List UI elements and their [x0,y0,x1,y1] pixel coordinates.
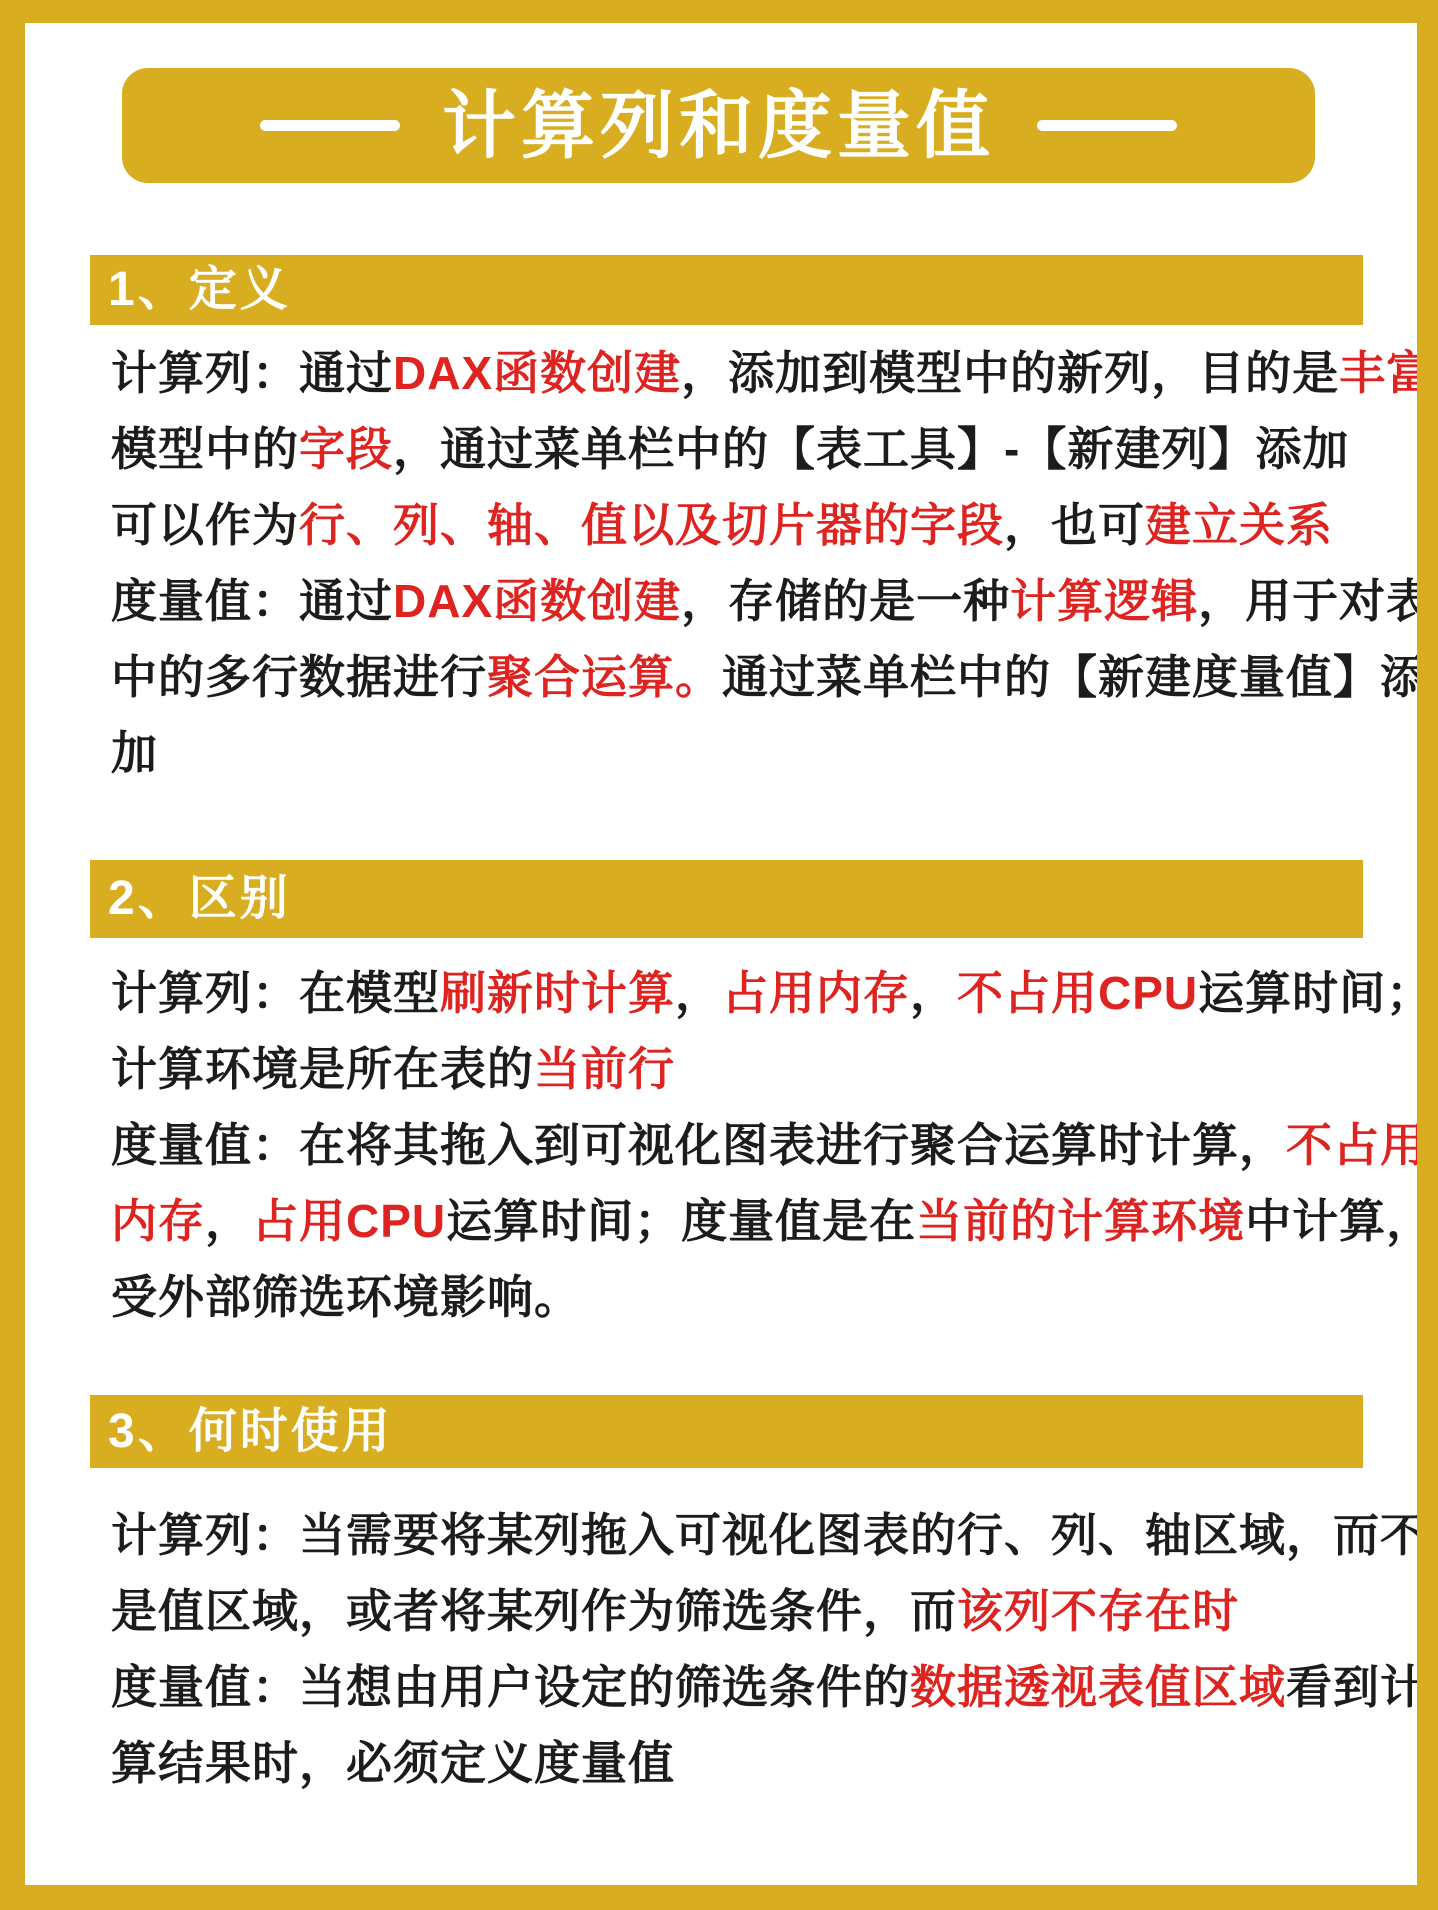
text-run: ，通过菜单栏中的【表工具】-【新建列】添加 [393,423,1350,475]
text-run: 运算时间；度量值是在 [446,1195,917,1247]
body-line [111,1649,1427,1725]
section-heading-bar [90,860,1363,938]
text-run: 计算列：通过 [111,347,393,399]
highlight-run: 字段 [299,423,393,475]
highlight-run: 数据透视表值区域 [910,1661,1286,1713]
title-banner [122,68,1315,183]
body-line [111,1259,1411,1335]
text-run: 中计算， [1245,1195,1434,1247]
title-dash-right [1037,120,1177,131]
section-body [111,1497,1427,1801]
highlight-run: 当前的计算环境 [916,1195,1246,1247]
text-run: ，存储的是一种 [681,575,1011,627]
text-run: ，也可 [1004,499,1145,551]
text-run: 模型中的 [111,423,299,475]
text-run: 是值区域，或者将某列作为筛选条件，而 [111,1585,957,1637]
section-body [111,955,1434,1335]
text-run: 受外部筛选环境影响。 [111,1271,581,1323]
highlight-run: 聚合运算。 [487,651,722,703]
text-run: 计算列：当需要将某列拖入可视化图表的行、列、轴区域，而不 [111,1509,1427,1561]
highlight-run: 行、列、轴、值以及切片器的字段 [299,499,1004,551]
text-run: 运算时间； [1198,967,1434,1019]
text-run: 通过菜单栏中的【新建度量值】添 [722,651,1427,703]
body-line [111,715,1411,791]
body-line [111,955,1434,1031]
text-run: 度量值：当想由用户设定的筛选条件的 [111,1661,910,1713]
section-heading-label: 2、区别 [108,872,291,925]
section-heading-bar [90,1395,1363,1468]
text-run: 计算环境是所在表的 [111,1043,534,1095]
highlight-run: 建立关系 [1145,499,1333,551]
text-run: ， [205,1195,252,1247]
title-dash-left [260,120,400,131]
text-run: ，添加到模型中的新列，目的是 [681,347,1340,399]
highlight-run: 占用内存 [722,967,910,1019]
text-run: 中的多行数据进行 [111,651,487,703]
highlight-run: 不占用CPU [957,967,1199,1019]
highlight-run: DAX函数创建 [393,575,682,627]
body-line [111,1183,1434,1259]
highlight-run: 不占用 [1286,1119,1427,1171]
section-heading-bar [90,255,1363,325]
section-heading-label: 3、何时使用 [108,1404,393,1458]
highlight-run: 丰富 [1339,347,1434,399]
highlight-run: 内存 [111,1195,205,1247]
body-line [111,1031,1411,1107]
body-line [111,1573,1411,1649]
highlight-run: 占用CPU [252,1195,447,1247]
text-run: 可以作为 [111,499,299,551]
body-line [111,411,1411,487]
text-run: ， [675,967,722,1019]
text-run: 算结果时，必须定义度量值 [111,1737,675,1789]
highlight-run: 刷新时计算 [440,967,675,1019]
text-run: ，用于对表 [1198,575,1434,627]
body-line [111,1107,1427,1183]
body-line [111,563,1434,639]
body-line [111,639,1427,715]
body-line [111,487,1411,563]
text-run: 度量值：通过 [111,575,393,627]
highlight-run: 当前行 [534,1043,675,1095]
section-heading-label: 1、定义 [108,263,291,316]
text-run: 计算列：在模型 [111,967,440,1019]
text-run: ， [910,967,957,1019]
text-run: 看到计 [1286,1661,1427,1713]
section-body [111,335,1434,791]
highlight-run: 该列不存在时 [957,1585,1239,1637]
page-title: 计算列和度量值 [442,83,995,167]
body-line [111,335,1434,411]
highlight-run: DAX函数创建 [393,347,682,399]
highlight-run: 计算逻辑 [1010,575,1199,627]
body-line [111,1725,1411,1801]
body-line [111,1497,1427,1573]
text-run: 加 [111,727,158,779]
text-run: 度量值：在将其拖入到可视化图表进行聚合运算时计算， [111,1119,1286,1171]
